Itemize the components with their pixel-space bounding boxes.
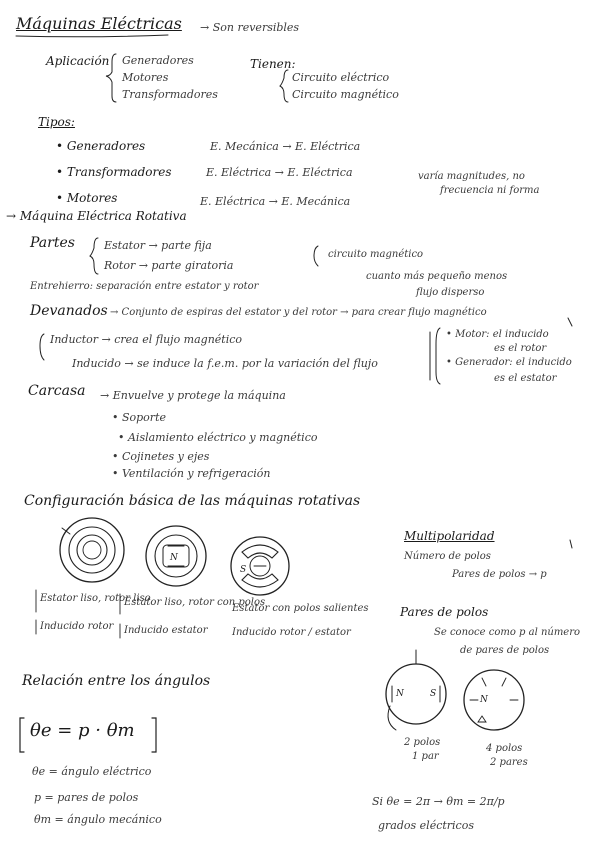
carcasa-item: • Soporte (112, 411, 166, 424)
tipo-motores: • Motores (56, 191, 118, 205)
devanados-side: • Motor: el inducido (446, 329, 549, 340)
pole-label: S (240, 565, 247, 575)
devanados-side: es el estator (494, 373, 557, 384)
bracket-icon (90, 238, 98, 274)
pole-label: N (396, 689, 404, 699)
aplicacion-item: Transformadores (122, 88, 218, 101)
multipolar-diagram-4-poles (464, 670, 524, 730)
bracket-icon (280, 70, 288, 102)
multipolar-caption: 2 polos (404, 737, 441, 748)
devanados-label: Devanados (30, 303, 108, 319)
parte-rotor: Rotor → parte giratoria (104, 259, 234, 272)
circuito-bracket: circuito magnético (328, 249, 424, 260)
devanados-inductor: Inductor → crea el flujo magnético (50, 333, 243, 346)
pole-label: N (480, 695, 488, 705)
entrehierro: Entrehierro: separación entre estator y rotor (30, 281, 259, 292)
tipo-transformadores-note: frecuencia ni forma (440, 185, 540, 196)
title-note: → Son reversibles (200, 21, 300, 34)
entrehierro-note: flujo disperso (416, 287, 485, 298)
bracket-icon (40, 334, 44, 360)
pares-desc: de pares de polos (460, 645, 550, 656)
aplicacion-label: Aplicación (46, 54, 110, 68)
carcasa-label: Carcasa (28, 383, 86, 399)
rotativa-heading: → Máquina Eléctrica Rotativa (6, 209, 187, 223)
multipolar-caption: 2 pares (490, 757, 528, 768)
multipolaridad-line: Número de polos (404, 551, 491, 562)
tick-mark (568, 318, 572, 326)
tipo-generadores: • Generadores (56, 139, 146, 153)
pares-desc: Se conoce como p al número (434, 627, 581, 638)
pares-heading: Pares de polos (400, 605, 489, 619)
relacion-note: grados eléctricos (378, 819, 474, 832)
partes-label: Partes (30, 235, 75, 251)
relacion-def: θm = ángulo mecánico (34, 813, 162, 826)
bracket-icon (436, 328, 440, 384)
devanados-side: • Generador: el inducido (446, 357, 572, 368)
multipolar-diagram-2-poles (386, 650, 446, 730)
bracket-icon (106, 54, 116, 102)
config-caption: Estator liso, rotor liso (40, 593, 151, 604)
machine-diagram-1 (60, 518, 124, 582)
carcasa-item: • Cojinetes y ejes (112, 450, 210, 463)
tipo-generadores-desc: E. Mecánica → E. Eléctrica (210, 140, 361, 153)
tipo-transformadores: • Transformadores (56, 165, 172, 179)
config-caption: Estator con polos salientes (232, 603, 369, 614)
bracket-icon (314, 246, 318, 266)
pole-label: S (430, 689, 437, 699)
relacion-formula: θe = p · θm (30, 720, 135, 741)
devanados-inducido: Inducido → se induce la f.e.m. por la variación del flujo (72, 357, 378, 370)
multipolaridad-heading: Multipolaridad (404, 529, 495, 543)
aplicacion-item: Motores (122, 71, 169, 84)
devanados-text: → Conjunto de espiras del estator y del rotor → para crear flujo magnético (110, 307, 487, 318)
multipolar-caption: 4 polos (486, 743, 523, 754)
relacion-note: Si θe = 2π → θm = 2π/p (372, 795, 505, 808)
tipo-motores-desc: E. Eléctrica → E. Mecánica (200, 195, 351, 208)
relacion-heading: Relación entre los ángulos (22, 673, 211, 689)
devanados-side: es el rotor (494, 343, 547, 354)
config-caption: Inducido rotor (40, 621, 114, 632)
tipos-label: Tipos: (38, 115, 75, 129)
relacion-def: p = pares de polos (34, 791, 139, 804)
config-caption: Inducido rotor / estator (232, 627, 351, 638)
machine-diagram-3 (231, 537, 289, 595)
tipo-transformadores-desc: E. Eléctrica → E. Eléctrica (206, 166, 353, 179)
config-caption: Inducido estator (124, 625, 208, 636)
multipolar-caption: 1 par (412, 751, 439, 762)
page-title: Máquinas Eléctricas (16, 14, 182, 33)
tipo-transformadores-note: varía magnitudes, no (418, 171, 525, 182)
tienen-label: Tienen: (250, 57, 296, 71)
multipolaridad-line: Pares de polos → p (452, 569, 547, 580)
entrehierro-note: cuanto más pequeño menos (366, 271, 508, 282)
relacion-def: θe = ángulo eléctrico (32, 765, 152, 778)
tienen-item: Circuito eléctrico (292, 71, 390, 84)
tienen-item: Circuito magnético (292, 88, 399, 101)
machine-diagram-2 (146, 526, 206, 586)
carcasa-item: • Aislamiento eléctrico y magnético (118, 431, 318, 444)
carcasa-item: • Ventilación y refrigeración (112, 467, 271, 480)
parte-estator: Estator → parte fija (104, 239, 212, 252)
bracket-icon (152, 718, 156, 752)
bracket-icon (20, 718, 24, 752)
config-caption: Estator liso, rotor con polos (124, 597, 266, 608)
tick-mark (570, 540, 572, 548)
carcasa-text: → Envuelve y protege la máquina (100, 389, 286, 402)
aplicacion-item: Generadores (122, 54, 194, 67)
configuracion-heading: Configuración básica de las máquinas rotativas (24, 493, 361, 509)
pole-label: N (170, 553, 178, 563)
